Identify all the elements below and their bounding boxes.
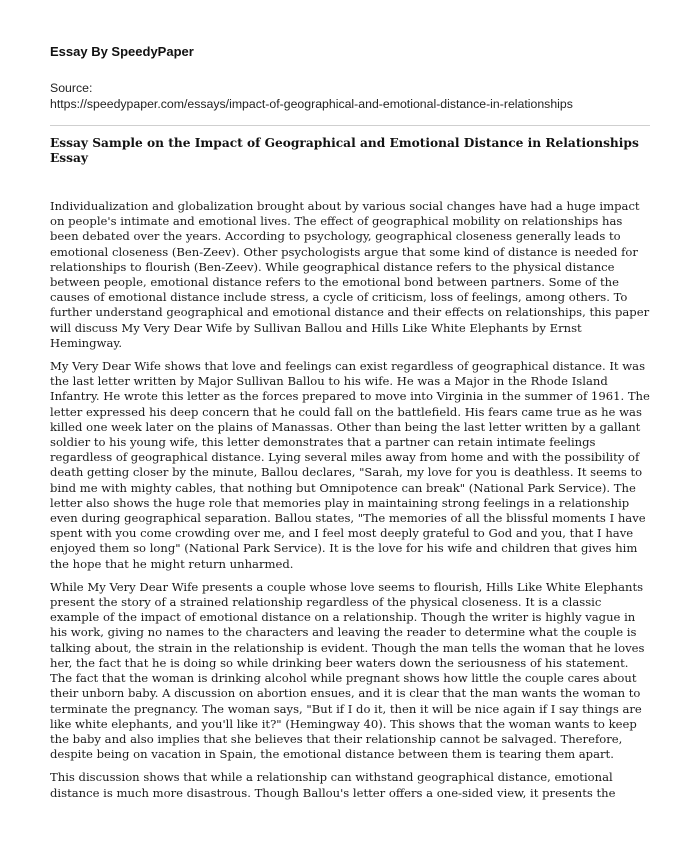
header-divider [50, 125, 650, 126]
document-header [50, 44, 650, 112]
source-block [50, 80, 650, 112]
essay-paragraph: Individualization and globalization brought about by various social changes have had a huge impact on people's intimate and emotional lives. The effect of geographical mobility on relationships has been debated over the years. According to psychology, geographical closeness generally leads to emotional closeness (Ben-Zeev). Other psychologists argue that some kind of distance is needed for relationships to flourish (Ben-Zeev). While geographical distance refers to the physical distance between people, emotional distance refers to the emotional bond between partners. Some of the causes of emotional distance include stress, a cycle of criticism, loss of feelings, among others. To further understand geographical and emotional distance and their effects on relationships, this paper will discuss My Very Dear Wife by Sullivan Ballou and Hills Like White Elephants by Ernst Hemingway. [50, 199, 650, 350]
essay-paragraph: This discussion shows that while a relationship can withstand geographical distance, emotional distance is much more disastrous. Though Ballou's letter offers a one-sided view, it presents the [50, 770, 616, 800]
essay-title: Essay Sample on the Impact of Geographical and Emotional Distance in Relationships Essay [50, 136, 639, 165]
essay-paragraph: My Very Dear Wife shows that love and feelings can exist regardless of geographical distance. It was the last letter written by Major Sullivan Ballou to his wife. He was a Major in the Rhode Island Infantry. He wrote this letter as the forces prepared to move into Virginia in the summer of 1961. The letter expressed his deep concern that he could fall on the battlefield. His fears came true as he was killed one week later on the plains of Manassas. Other than being the last letter written by a gallant soldier to his young wife, this letter demonstrates that a partner can retain intimate feelings regardless of geographical distance. Lying several miles away from home and with the possibility of death getting closer by the minute, Ballou declares, "Sarah, my love for you is deathless. It seems to bind me with mighty cables, that nothing but Omnipotence can break" (National Park Service). The letter also shows the huge role that memories play in maintaining strong feelings in a relationship even during geographical separation. Ballou states, "The memories of all the blissful moments I have spent with you come crowding over me, and I feel most deeply grateful to God and you, that I have enjoyed them so long" (National Park Service). It is the love for his wife and children that gives him the hope that he might return unharmed. [50, 359, 650, 571]
source-label: Source: [50, 81, 93, 95]
essay-paragraph: While My Very Dear Wife presents a couple whose love seems to flourish, Hills Like White Elephants present the story of a strained relationship regardless of the physical closeness. It is a classic example of the impact of emotional distance on a relationship. Though the writer is highly vague in his work, giving no names to the characters and leaving the reader to determine what the couple is talking about, the strain in the relationship is evident. Though the man tells the woman that he loves her, the fact that he is doing so while drinking beer waters down the seriousness of his statement. The fact that the woman is drinking alcohol while pregnant shows how little the couple cares about their unborn baby. A discussion on abortion ensues, and it is clear that the man wants the woman to terminate the pregnancy. The woman says, "But if I do it, then it will be nice again if I say things are like white elephants, and you'll like it?" (Hemingway 40). This shows that the woman wants to keep the baby and also implies that she believes that their relationship cannot be salvaged. Therefore, despite being on vacation in Spain, the emotional distance between them is tearing them apart. [50, 579, 645, 762]
essay-author-line: Essay By SpeedyPaper [50, 44, 194, 59]
essay-body [50, 199, 650, 809]
source-link[interactable]: https://speedypaper.com/essays/impact-of-geographical-and-emotional-distance-in-relationships [50, 97, 573, 111]
